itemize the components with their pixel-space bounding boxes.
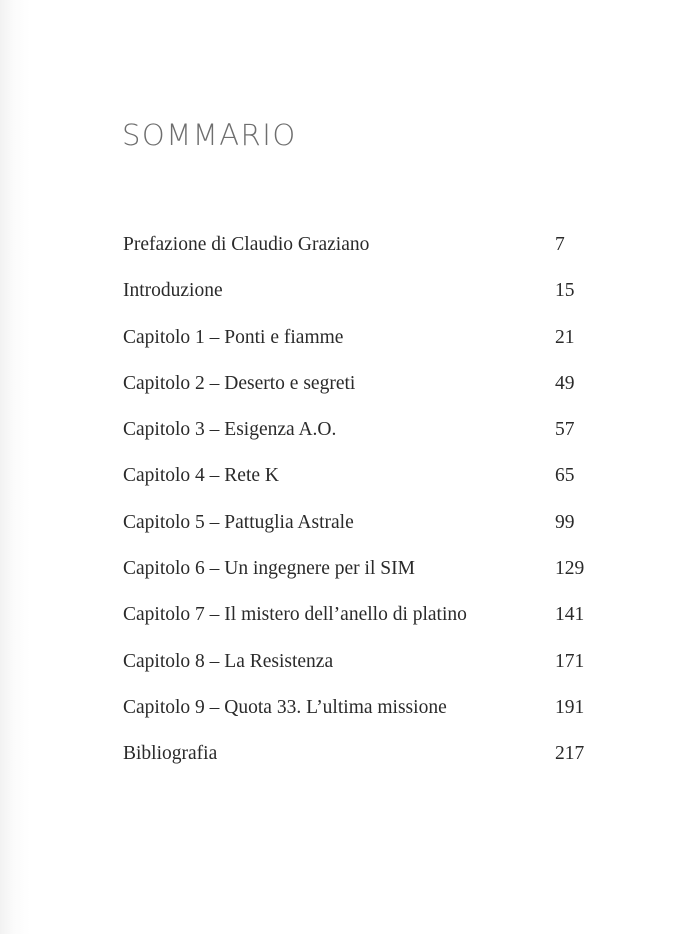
toc-entry-preface <box>123 228 593 274</box>
toc-entry-chapter-2 <box>123 367 593 413</box>
toc-entry-chapter-4 <box>123 459 593 505</box>
toc-entry-label: Capitolo 9 – Quota 33. L’ultima missione <box>123 696 447 718</box>
toc-entry-chapter-3 <box>123 413 593 459</box>
toc-entry-label: Capitolo 3 – Esigenza A.O. <box>123 419 337 441</box>
toc-entry-page: 57 <box>555 419 575 441</box>
toc-entry-page: 99 <box>555 511 575 533</box>
toc-entry-page: 21 <box>555 326 575 348</box>
table-of-contents <box>123 228 593 784</box>
toc-entry-label: Introduzione <box>123 280 223 302</box>
toc-entry-chapter-7 <box>123 598 593 644</box>
toc-entry-page: 7 <box>555 234 565 255</box>
toc-entry-label: Capitolo 1 – Ponti e fiamme <box>123 326 344 348</box>
toc-entry-label: Capitolo 2 – Deserto e segreti <box>123 372 356 394</box>
toc-entry-page: 191 <box>555 696 585 718</box>
toc-entry-chapter-6 <box>123 552 593 598</box>
toc-entry-label: Capitolo 8 – La Resistenza <box>123 650 334 672</box>
toc-entry-label: Capitolo 6 – Un ingegnere per il SIM <box>123 558 415 580</box>
toc-entry-page: 49 <box>555 372 575 394</box>
toc-entry-chapter-5 <box>123 506 593 552</box>
toc-entry-label: Bibliografia <box>123 743 218 765</box>
toc-entry-chapter-8 <box>123 645 593 691</box>
toc-entry-introduction <box>123 274 593 320</box>
toc-entry-label: Capitolo 7 – Il mistero dell’anello di platino <box>123 604 467 626</box>
toc-entry-label: Prefazione di Claudio Graziano <box>123 234 370 255</box>
toc-entry-label: Capitolo 4 – Rete K <box>123 465 279 487</box>
page-title: SOMMARIO <box>122 118 297 152</box>
toc-entry-page: 141 <box>555 604 585 626</box>
toc-entry-page: 217 <box>555 743 585 765</box>
toc-entry-page: 15 <box>555 280 575 302</box>
toc-entry-page: 171 <box>555 650 585 672</box>
toc-entry-page: 129 <box>555 558 585 580</box>
toc-entry-bibliography <box>123 737 593 783</box>
toc-entry-label: Capitolo 5 – Pattuglia Astrale <box>123 511 354 533</box>
toc-entry-chapter-1 <box>123 321 593 367</box>
toc-entry-page: 65 <box>555 465 575 487</box>
toc-entry-chapter-9 <box>123 691 593 737</box>
